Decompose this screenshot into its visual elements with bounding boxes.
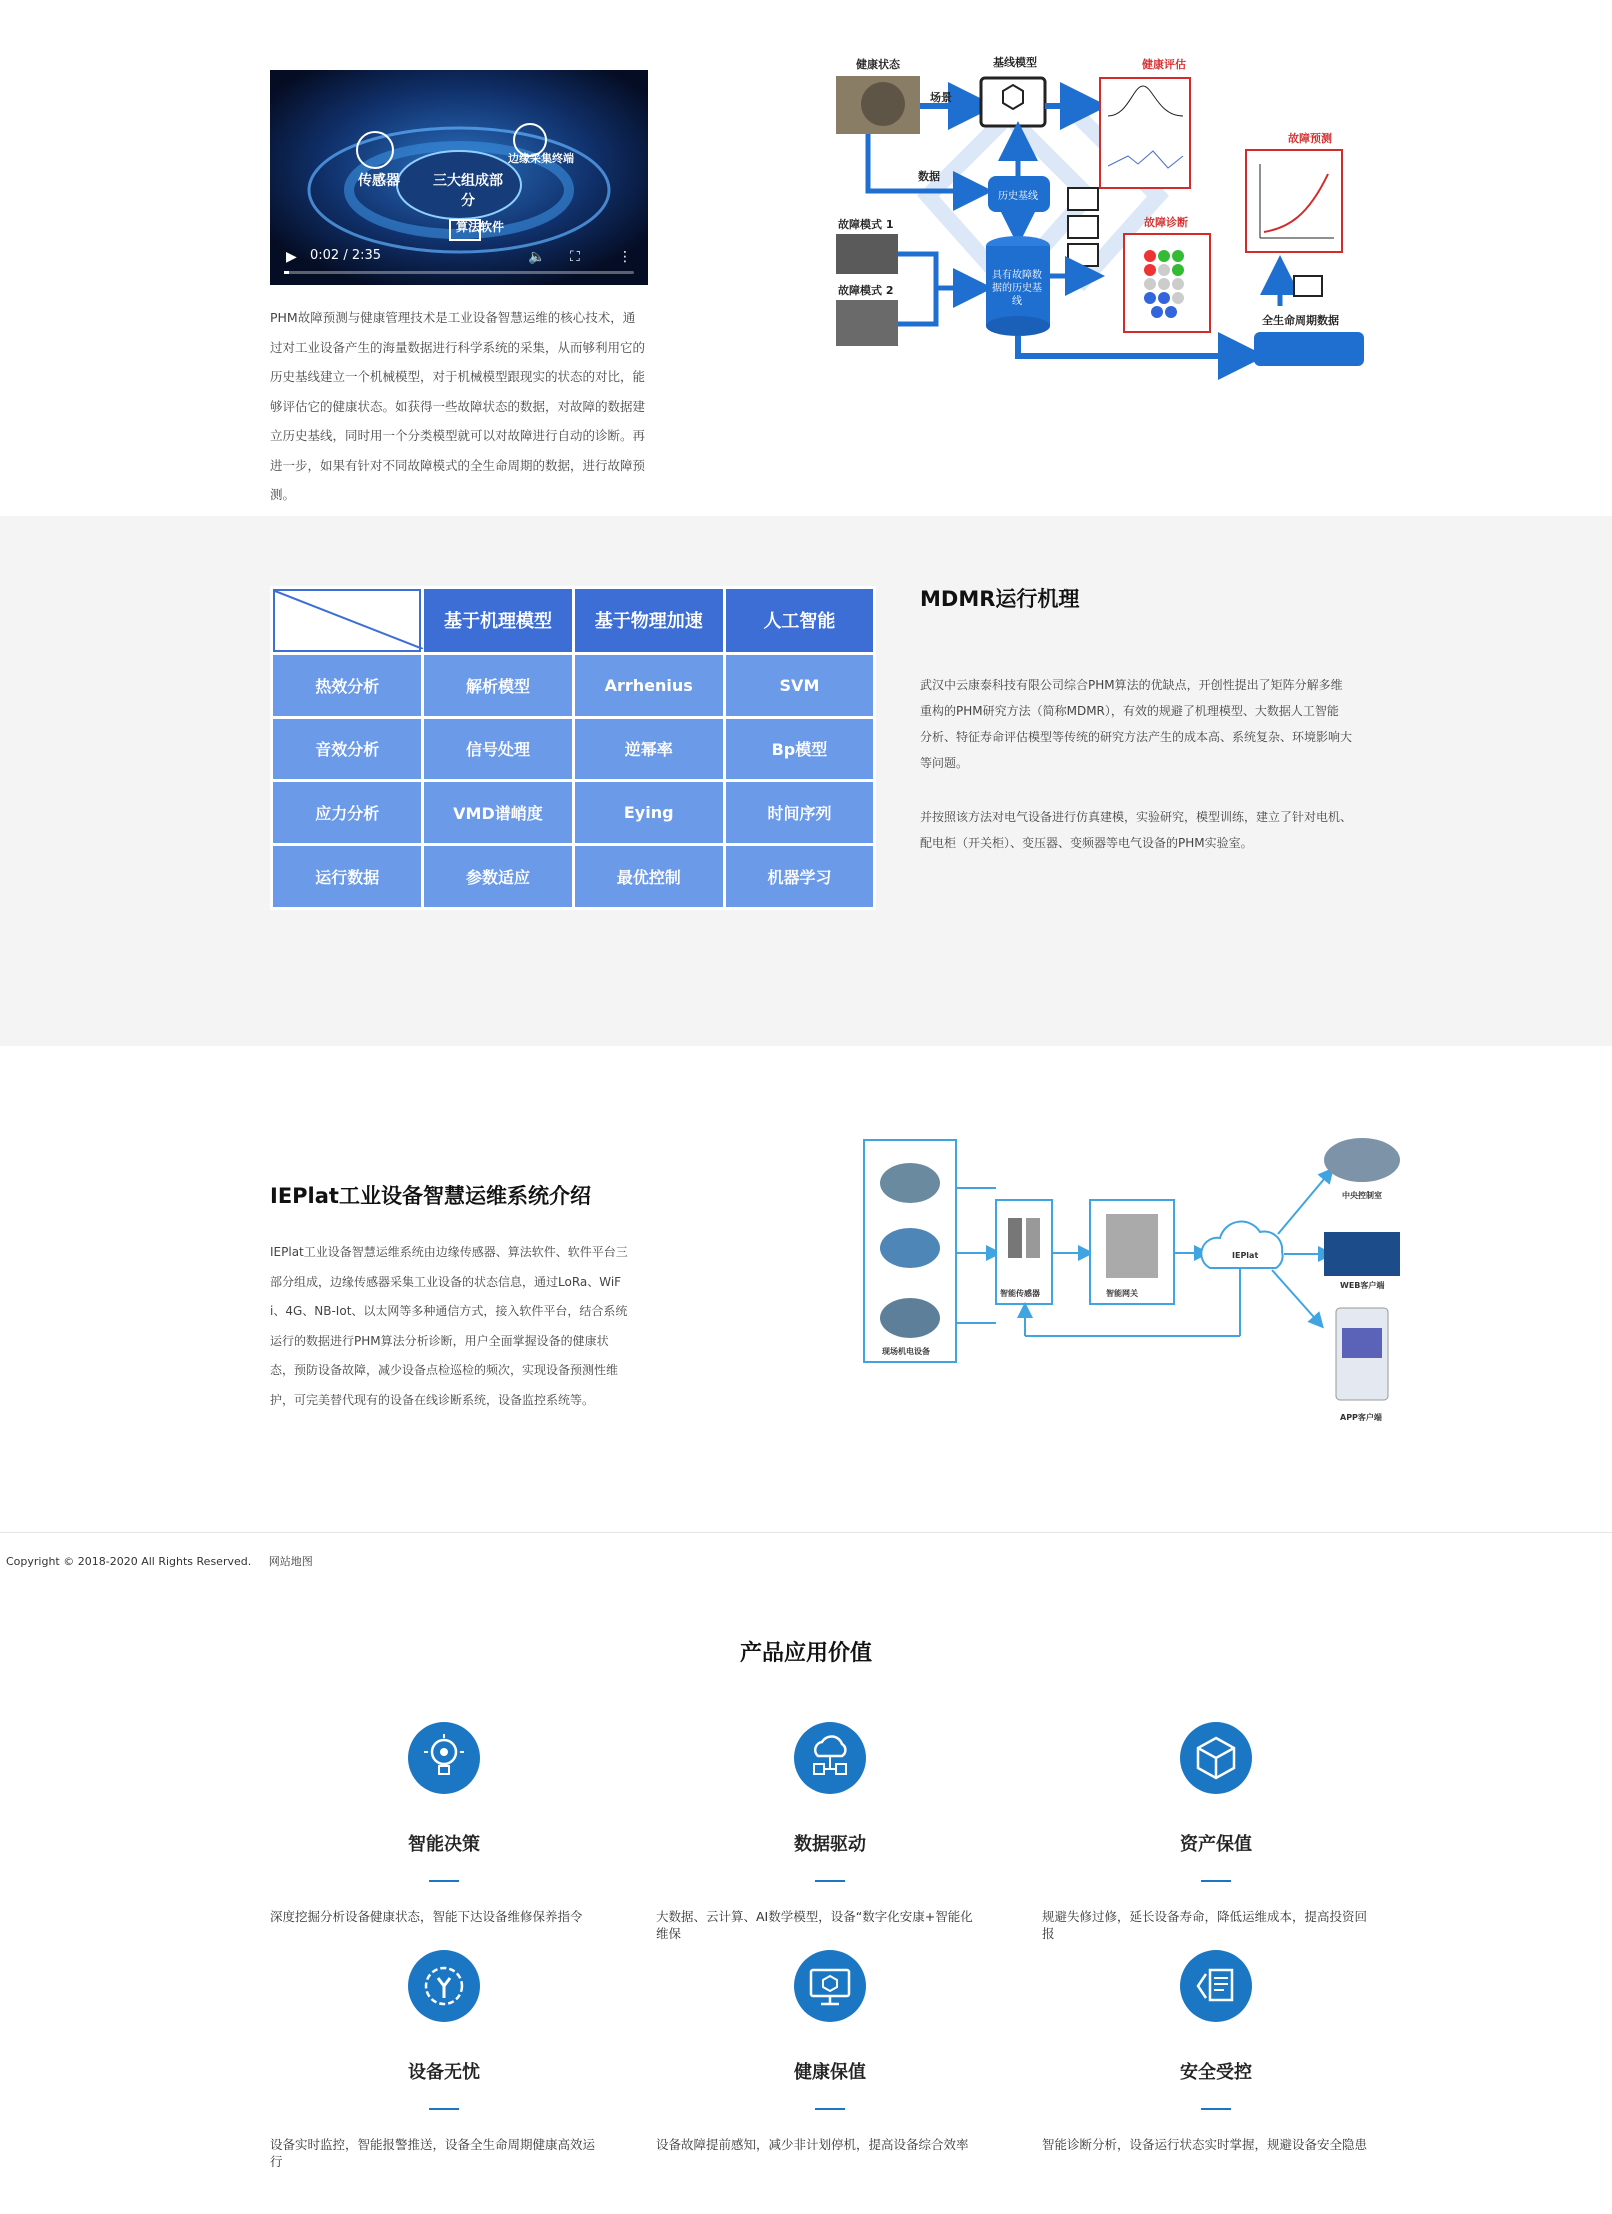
- value-card-title: 健康保值: [794, 2062, 866, 2083]
- table-cell: 应力分析: [273, 782, 421, 843]
- value-card: [270, 1950, 620, 2169]
- value-card-desc-line: 设备实时监控，智能报警推送，设备全生命周期健康高效运: [270, 2137, 596, 2152]
- ieplat-line: i、4G、NB-Iot、以太网等多种通信方式，接入软件平台，结合系统: [270, 1304, 628, 1318]
- values-title: 产品应用价值: [739, 1641, 872, 1666]
- table-cell: Eying: [575, 782, 723, 843]
- label-health-assessment: 健康评估: [1142, 58, 1186, 71]
- fullscreen-icon[interactable]: ⛶: [570, 249, 580, 265]
- value-card: [1042, 1722, 1392, 1941]
- video-label-sensor: 传感器: [358, 173, 400, 189]
- table-cell: 解析模型: [424, 655, 571, 716]
- video-label-components: 三大组成部分: [433, 173, 503, 209]
- value-card-underline: [1201, 1880, 1231, 1882]
- table-cell: 时间序列: [726, 782, 873, 843]
- ieplat-line: 部分组成，边缘传感器采集工业设备的状态信息，通过LoRa、WiF: [270, 1274, 622, 1289]
- mdmr-line: 并按照该方法对电气设备进行仿真建模，实验研究，模型训练，建立了针对电机、: [920, 810, 1353, 824]
- intro-video-player[interactable]: [270, 70, 648, 285]
- ieplat-architecture-diagram: [860, 1128, 1405, 1428]
- value-card: [656, 1722, 1006, 1941]
- intro-line: 够评估它的健康状态。如获得一些故障状态的数据，对故障的数据建: [270, 398, 646, 414]
- wrench-gear-icon: [408, 1950, 480, 2022]
- value-card-title: 智能决策: [408, 1834, 480, 1855]
- value-card-underline: [1201, 2108, 1231, 2110]
- value-card-desc-line: 大数据、云计算、AI数学模型，设备“数字化安康+智能化: [656, 1909, 973, 1924]
- table-header-cell: 人工智能: [726, 589, 873, 652]
- intro-line: 测。: [270, 487, 296, 502]
- label-fault-diagnosis: 故障诊断: [1144, 216, 1188, 229]
- mdmr-line: 分析、特征寿命评估模型等传统的研究方法产生的成本高、系统复杂、环境影响大: [920, 730, 1353, 744]
- video-progress-fill: [284, 271, 289, 274]
- table-row: [273, 719, 873, 780]
- mdmr-paragraph-1: [920, 672, 1400, 776]
- value-card-underline: [815, 1880, 845, 1882]
- mdmr-line: 重构的PHM研究方法（简称MDMR），有效的规避了机理模型、大数据人工智能: [920, 704, 1339, 718]
- intro-line: PHM故障预测与健康管理技术是工业设备智慧运维的核心技术，通: [270, 310, 636, 325]
- label-history-baseline: 历史基线: [998, 191, 1038, 202]
- ieplat-paragraph: [270, 1238, 670, 1415]
- more-options-icon[interactable]: ⋮: [618, 249, 632, 265]
- label-fault-mode-1: 故障模式 1: [838, 218, 894, 231]
- phm-flow-diagram: [828, 56, 1388, 382]
- value-card-desc: [270, 1908, 625, 1925]
- label-cloud-ieplat: IEPlat: [1232, 1251, 1259, 1260]
- mdmr-table: [270, 586, 876, 910]
- table-cell: 运行数据: [273, 846, 421, 907]
- video-progress-bar[interactable]: [284, 271, 634, 274]
- intro-line: 立历史基线，同时用一个分类模型就可以对故障进行自动的诊断。再: [270, 428, 646, 443]
- value-card-title: 安全受控: [1180, 2062, 1252, 2083]
- video-label-edge: 边缘采集终端: [508, 152, 574, 165]
- intro-line: 过对工业设备产生的海量数据进行科学系统的采集，从而够利用它的: [270, 339, 646, 355]
- label-web-client: WEB客户端: [1340, 1281, 1385, 1290]
- table-cell: VMD谱峭度: [424, 782, 571, 843]
- label-fault-mode-2: 故障模式 2: [838, 284, 894, 297]
- label-lifecycle-data: 全生命周期数据: [1262, 314, 1339, 327]
- label-scene: 场景: [930, 91, 952, 104]
- table-row: [273, 655, 873, 716]
- table-row: [273, 782, 873, 843]
- value-card-title: 数据驱动: [794, 1834, 866, 1855]
- shield-document-icon: [1180, 1950, 1252, 2022]
- table-cell: Arrhenius: [575, 655, 723, 716]
- intro-line: 进一步，如果有针对不同故障模式的全生命周期的数据，进行故障预: [270, 457, 646, 473]
- footer-divider: [0, 1532, 1612, 1533]
- label-field-devices: 现场机电设备: [882, 1347, 930, 1356]
- ieplat-title: IEPlat工业设备智慧运维系统介绍: [270, 1184, 591, 1208]
- video-time: 0:02 / 2:35: [310, 248, 382, 263]
- play-icon[interactable]: ▶: [286, 249, 297, 265]
- value-card-desc-line: 行: [270, 2154, 283, 2169]
- table-cell: 逆幂率: [575, 719, 723, 780]
- value-card-desc: [656, 2136, 1011, 2153]
- value-card-title: 设备无忧: [408, 2062, 480, 2083]
- label-fault-history-1: 具有故障数: [992, 270, 1042, 281]
- mdmr-line: 配电柜（开关柜）、变压器、变频器等电气设备的PHM实验室。: [920, 836, 1253, 850]
- value-card-desc: [1042, 2136, 1397, 2153]
- ieplat-line: 态，预防设备故障，减少设备点检巡检的频次，实现设备预测性维: [270, 1363, 619, 1377]
- table-header-cell: 基于机理模型: [424, 589, 571, 652]
- label-health-state: 健康状态: [856, 58, 900, 71]
- bulb-gear-icon: [408, 1722, 480, 1794]
- label-smart-gateway: 智能网关: [1106, 1289, 1138, 1298]
- table-header-cell: 基于物理加速: [575, 589, 723, 652]
- value-card: [1042, 1950, 1392, 2150]
- table-cell: SVM: [726, 655, 873, 716]
- mdmr-line: 等问题。: [920, 756, 969, 770]
- table-cell: 机器学习: [726, 846, 873, 907]
- value-card-underline: [429, 1880, 459, 1882]
- cloud-network-icon: [794, 1722, 866, 1794]
- value-card-underline: [429, 2108, 459, 2110]
- intro-paragraph: [270, 303, 670, 510]
- table-cell: 最优控制: [575, 846, 723, 907]
- cube-icon: [1180, 1722, 1252, 1794]
- value-card-desc-line: 深度挖掘分析设备健康状态，智能下达设备维修保养指令: [270, 1909, 583, 1924]
- label-control-room: 中央控制室: [1342, 1191, 1382, 1200]
- footer: [6, 1553, 327, 1569]
- value-card-desc-line: 智能诊断分析，设备运行状态实时掌握，规避设备安全隐患: [1042, 2137, 1368, 2152]
- label-data: 数据: [918, 170, 940, 183]
- video-controls: [270, 233, 648, 285]
- table-cell: 信号处理: [424, 719, 571, 780]
- table-cell: Bp模型: [726, 719, 873, 780]
- copyright-text: Copyright © 2018-2020 All Rights Reserved.: [6, 1555, 252, 1568]
- intro-line: 历史基线建立一个机械模型，对于机械模型跟现实的状态的对比，能: [270, 369, 646, 384]
- ieplat-line: 运行的数据进行PHM算法分析诊断，用户全面掌握设备的健康状: [270, 1333, 609, 1348]
- value-card-desc: [1042, 1908, 1397, 1942]
- label-baseline-model: 基线模型: [993, 56, 1037, 69]
- monitor-cube-icon: [794, 1950, 866, 2022]
- table-cell: 音效分析: [273, 719, 421, 780]
- value-card-desc-line: 设备故障提前感知，减少非计划停机，提高设备综合效率: [656, 2137, 969, 2152]
- value-card-desc-line: 报: [1042, 1926, 1055, 1941]
- value-card-title: 资产保值: [1180, 1834, 1252, 1855]
- mdmr-paragraph-2: [920, 804, 1400, 856]
- table-row: [273, 846, 873, 907]
- value-card-desc: [270, 2136, 625, 2170]
- value-card-desc: [656, 1908, 1011, 1942]
- label-fault-history-2: 据的历史基: [992, 283, 1042, 294]
- value-card: [656, 1950, 1006, 2150]
- volume-icon[interactable]: 🔈: [528, 249, 546, 265]
- value-card: [270, 1722, 620, 1922]
- value-card-underline: [815, 2108, 845, 2110]
- table-cell: 参数适应: [424, 846, 571, 907]
- mdmr-line: 武汉中云康泰科技有限公司综合PHM算法的优缺点，开创性提出了矩阵分解多维: [920, 678, 1343, 692]
- label-smart-sensor: 智能传感器: [1000, 1289, 1040, 1298]
- label-fault-prediction: 故障预测: [1288, 132, 1332, 145]
- label-app-client: APP客户端: [1340, 1413, 1382, 1422]
- value-card-desc-line: 规避失修过修，延长设备寿命，降低运维成本，提高投资回: [1042, 1909, 1368, 1924]
- ieplat-line: IEPlat工业设备智慧运维系统由边缘传感器、算法软件、软件平台三: [270, 1245, 628, 1259]
- video-label-algo: 算法软件: [456, 220, 505, 234]
- sitemap-link[interactable]: 网站地图: [268, 1555, 313, 1568]
- table-corner-cell: [273, 589, 421, 652]
- label-fault-history-3: 线: [1012, 296, 1022, 307]
- value-card-desc-line: 维保: [656, 1926, 682, 1941]
- ieplat-line: 护，可完美替代现有的设备在线诊断系统，设备监控系统等。: [270, 1392, 595, 1407]
- table-cell: 热效分析: [273, 655, 421, 716]
- mdmr-title: MDMR运行机理: [920, 587, 1080, 611]
